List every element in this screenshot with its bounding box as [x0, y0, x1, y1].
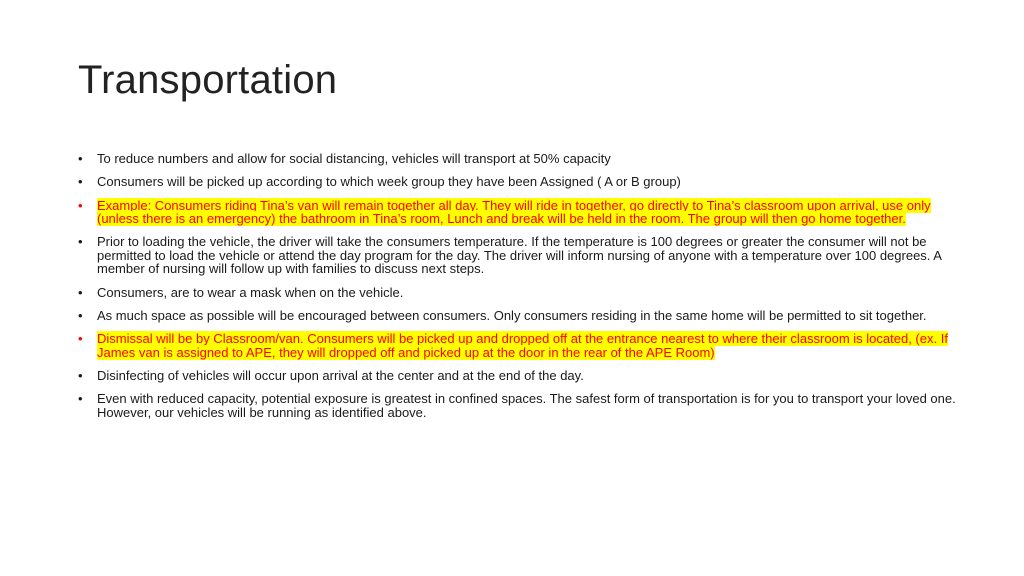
bullet-text: To reduce numbers and allow for social distancing, vehicles will transport at 50% capacity — [97, 151, 611, 166]
bullet-dot-icon: • — [78, 331, 83, 347]
bullet-dot-icon: • — [78, 151, 83, 166]
bullet-dot-icon: • — [78, 391, 83, 407]
bullet-item-space — [78, 309, 956, 323]
bullet-item-week-group — [78, 175, 956, 189]
bullet-item-temperature — [78, 235, 956, 276]
bullet-text: Even with reduced capacity, potential exposure is greatest in confined spaces. The safest form of transportation is for you to transport your loved one. However, our vehicles will be running as identified above. — [97, 391, 956, 420]
bullet-dot-icon: • — [78, 368, 83, 384]
slide-title: Transportation — [78, 58, 338, 102]
bullet-text: Example: Consumers riding Tina’s van will remain together all day. They will ride in together, go directly to Tina’s classroom upon arrival, use only (unless there is an emergency) the bathroom in Tina’s room, Lunch and break will be held in the room. The group will then go home together. — [97, 197, 931, 227]
bullet-text: As much space as possible will be encouraged between consumers. Only consumers residing in the same home will be permitted to sit together. — [97, 307, 927, 323]
bullet-item-dismissal-highlighted — [78, 332, 956, 359]
bullet-dot-icon: • — [78, 174, 83, 190]
bullet-item-social-distancing — [78, 152, 956, 166]
bullet-dot-icon: • — [78, 234, 83, 250]
bullet-text: Dismissal will be by Classroom/van. Consumers will be picked up and dropped off at the entrance nearest to where their classroom is located, (ex. If James van is assigned to APE, they will dropped off and picked up at the door in the rear of the APE Room) — [97, 331, 948, 360]
bullet-item-exposure — [78, 392, 956, 419]
bullet-text: Prior to loading the vehicle, the driver will take the consumers temperature. If the temperature is 100 degrees or greater the consumer will not be permitted to load the vehicle or attend the day program for the day. The driver will inform nursing of anyone with a temperature over 100 degrees. A member of nursing will follow up with families to discuss next steps. — [97, 234, 942, 277]
bullet-dot-icon: • — [78, 284, 83, 300]
bullet-text: Disinfecting of vehicles will occur upon arrival at the center and at the end of the day. — [97, 368, 584, 384]
bullet-dot-icon: • — [78, 197, 83, 213]
bullet-item-disinfecting — [78, 369, 956, 383]
bullet-text: Consumers, are to wear a mask when on the vehicle. — [97, 284, 404, 300]
bullet-text: Consumers will be picked up according to which week group they have been Assigned ( A or B group) — [97, 174, 681, 190]
bullet-dot-icon: • — [78, 307, 83, 323]
bullet-item-mask — [78, 286, 956, 300]
bullet-item-example-highlighted — [78, 199, 956, 226]
bullet-list — [78, 152, 956, 429]
